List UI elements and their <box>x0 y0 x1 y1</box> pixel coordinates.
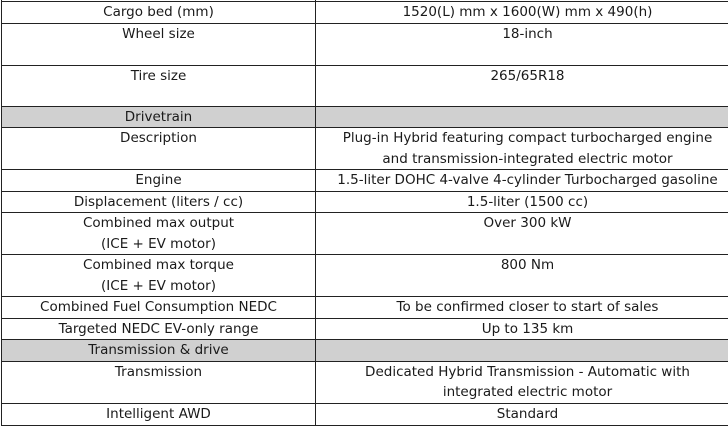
value-cell <box>316 191 728 213</box>
value-cell <box>316 65 728 106</box>
row-label: Intelligent AWD <box>6 404 311 425</box>
label-cell <box>2 403 316 425</box>
table-row <box>2 128 728 170</box>
row-value: 265/65R18 <box>320 66 728 87</box>
value-cell <box>316 2 728 24</box>
value-cell <box>316 23 728 65</box>
value-cell <box>316 361 728 403</box>
label-cell <box>2 128 316 170</box>
table-row <box>2 318 728 340</box>
row-label: Engine <box>6 170 311 191</box>
table-row <box>2 213 728 255</box>
label-cell <box>2 191 316 213</box>
row-label-line-2: (ICE + EV motor) <box>6 234 311 255</box>
row-value: 18-inch <box>320 24 728 45</box>
row-value: Up to 135 km <box>320 319 728 340</box>
table-row <box>2 2 728 24</box>
row-value: Standard <box>320 404 728 425</box>
row-label: Transmission <box>6 362 311 383</box>
row-value: To be confirmed closer to start of sales <box>320 297 728 318</box>
label-cell <box>2 318 316 340</box>
table-row <box>2 23 728 65</box>
row-value-line-2: and transmission-integrated electric motor <box>320 149 728 170</box>
value-cell <box>316 318 728 340</box>
label-cell <box>2 255 316 297</box>
value-cell <box>316 170 728 192</box>
table-row <box>2 297 728 319</box>
row-label: Combined Fuel Consumption NEDC <box>6 297 311 318</box>
label-cell <box>2 361 316 403</box>
section-empty-cell <box>316 106 728 128</box>
label-cell <box>2 213 316 255</box>
table-row <box>2 361 728 403</box>
row-label: Cargo bed (mm) <box>6 2 311 23</box>
label-cell <box>2 23 316 65</box>
table-row <box>2 191 728 213</box>
row-label: Targeted NEDC EV-only range <box>6 319 311 340</box>
table-row <box>2 170 728 192</box>
value-cell <box>316 403 728 425</box>
section-title: Transmission & drive <box>6 340 311 361</box>
row-label: Tire size <box>6 66 311 87</box>
label-cell <box>2 170 316 192</box>
row-value: 800 Nm <box>320 255 728 276</box>
section-title-cell <box>2 106 316 128</box>
section-title-cell <box>2 340 316 362</box>
row-label-line-2: (ICE + EV motor) <box>6 276 311 297</box>
row-value: Plug-in Hybrid featuring compact turbocharged engine <box>320 128 728 149</box>
table-row <box>2 65 728 106</box>
section-title: Drivetrain <box>6 107 311 128</box>
label-cell <box>2 297 316 319</box>
table-row <box>2 403 728 425</box>
value-cell <box>316 213 728 255</box>
row-value: Over 300 kW <box>320 213 728 234</box>
row-value: 1.5-liter (1500 cc) <box>320 192 728 213</box>
row-value: 1520(L) mm x 1600(W) mm x 490(h) <box>320 2 728 23</box>
label-cell <box>2 2 316 24</box>
spec-table <box>1 0 728 426</box>
row-label: Combined max output <box>6 213 311 234</box>
value-cell <box>316 255 728 297</box>
section-header-row <box>2 106 728 128</box>
row-value: Dedicated Hybrid Transmission - Automatic with <box>320 362 728 383</box>
row-label: Displacement (liters / cc) <box>6 192 311 213</box>
label-cell <box>2 65 316 106</box>
value-cell <box>316 128 728 170</box>
section-empty-cell <box>316 340 728 362</box>
table-row <box>2 255 728 297</box>
row-label: Combined max torque <box>6 255 311 276</box>
value-cell <box>316 297 728 319</box>
row-value: 1.5-liter DOHC 4-valve 4-cylinder Turbocharged gasoline <box>320 170 728 191</box>
row-label: Description <box>6 128 311 149</box>
row-value-line-2: integrated electric motor <box>320 382 728 403</box>
row-label: Wheel size <box>6 24 311 45</box>
section-header-row <box>2 340 728 362</box>
